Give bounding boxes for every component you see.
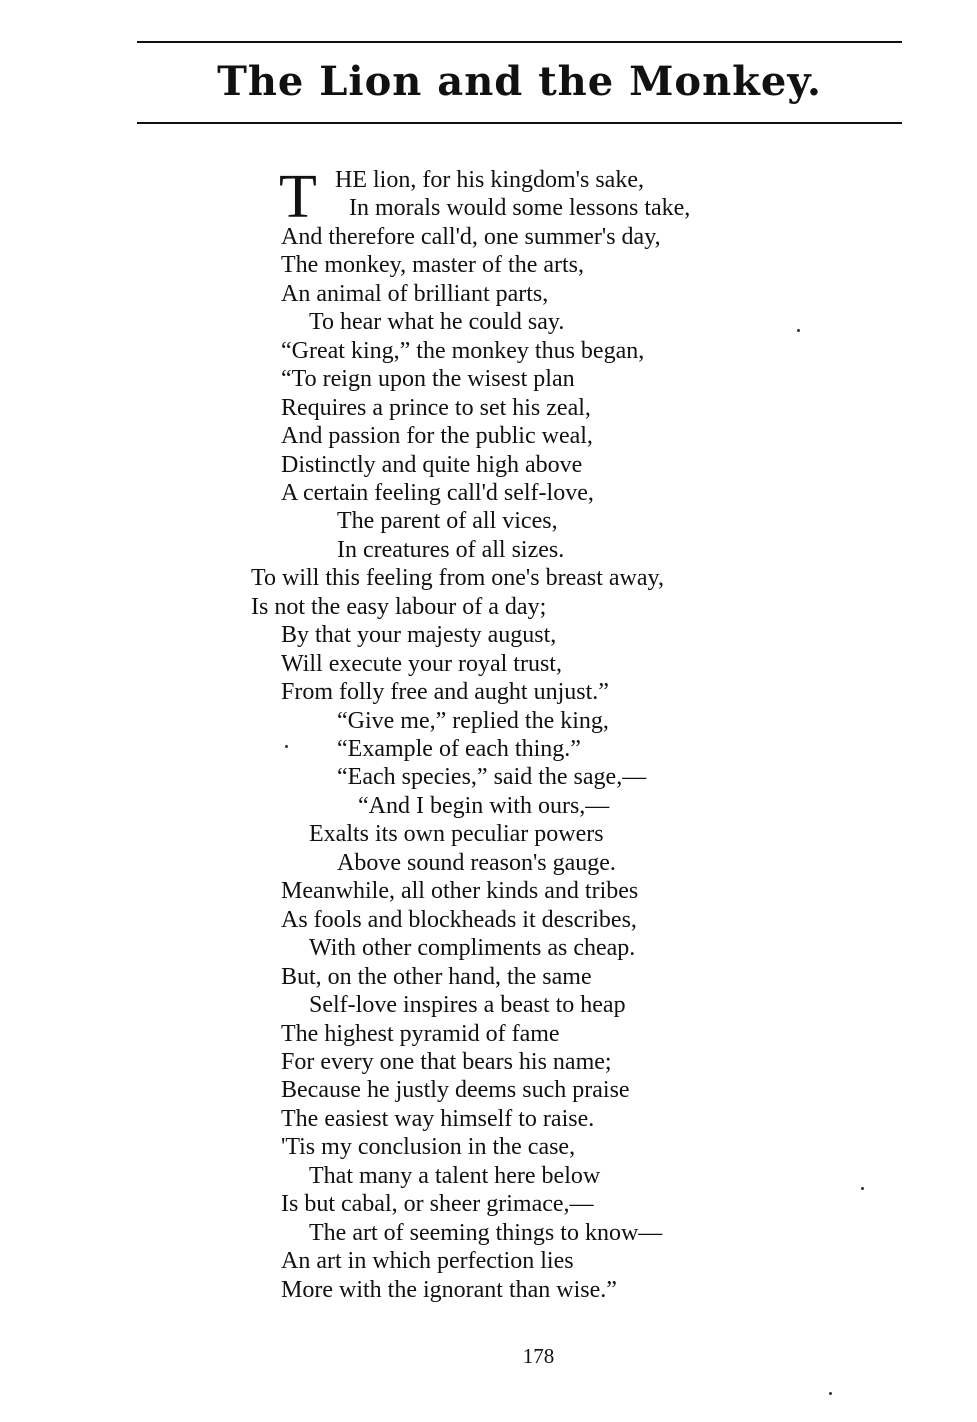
poem-line: “To reign upon the wisest plan [281, 366, 575, 392]
poem-line: “Example of each thing.” [337, 736, 581, 762]
page-number: 178 [522, 1344, 555, 1368]
poem-line: Is but cabal, or sheer grimace,— [281, 1191, 594, 1217]
poem-line: That many a talent here below [309, 1163, 601, 1189]
poem-line: Above sound reason's gauge. [337, 850, 616, 876]
poem-line: “And I begin with ours,— [358, 793, 610, 819]
drop-cap: T [279, 163, 317, 231]
poem-line: Exalts its own peculiar powers [309, 821, 604, 847]
poem-line: And therefore call'd, one summer's day, [281, 224, 661, 250]
poem-line: “Each species,” said the sage,— [337, 764, 647, 790]
poem-line: To will this feeling from one's breast away, [251, 565, 664, 591]
poem-line: In creatures of all sizes. [337, 537, 565, 563]
print-speck [285, 745, 288, 748]
poem-line: The monkey, master of the arts, [281, 252, 585, 278]
poem-line: Requires a prince to set his zeal, [281, 395, 591, 421]
poem-line: More with the ignorant than wise.” [281, 1277, 617, 1303]
poem-line: The highest pyramid of fame [281, 1021, 560, 1047]
poem-line: In morals would some lessons take, [349, 195, 691, 221]
poem-line: Will execute your royal trust, [281, 651, 562, 677]
poem-line: “Great king,” the monkey thus began, [281, 338, 645, 364]
poem-line: 'Tis my conclusion in the case, [281, 1134, 576, 1160]
poem-line: Because he justly deems such praise [281, 1077, 630, 1103]
poem-line: HE lion, for his kingdom's sake, [335, 167, 644, 193]
top-rule [137, 41, 902, 43]
poem-line: And passion for the public weal, [281, 423, 593, 449]
print-speck [797, 329, 800, 332]
bottom-rule [137, 122, 902, 124]
print-speck [829, 1392, 832, 1395]
poem-line: Self-love inspires a beast to heap [309, 992, 626, 1018]
page-title: The Lion and the Monkey. [217, 58, 822, 105]
poem-line: Distinctly and quite high above [281, 452, 583, 478]
poem-line: An art in which perfection lies [281, 1248, 574, 1274]
poem-line: “Give me,” replied the king, [337, 708, 609, 734]
poem-line: Meanwhile, all other kinds and tribes [281, 878, 639, 904]
poem-line: A certain feeling call'd self-love, [281, 480, 594, 506]
poem-line: From folly free and aught unjust.” [281, 679, 609, 705]
poem-line: The art of seeming things to know— [309, 1220, 663, 1246]
poem-line: To hear what he could say. [309, 309, 565, 335]
poem-line: With other compliments as cheap. [309, 935, 636, 961]
poem-line: As fools and blockheads it describes, [281, 907, 637, 933]
poem-line: For every one that bears his name; [281, 1049, 612, 1075]
poem-line: Is not the easy labour of a day; [251, 594, 547, 620]
poem-line: The easiest way himself to raise. [281, 1106, 595, 1132]
poem-line: An animal of brilliant parts, [281, 281, 549, 307]
print-speck [861, 1187, 864, 1190]
poem-line: By that your majesty august, [281, 622, 557, 648]
poem-line: But, on the other hand, the same [281, 964, 592, 990]
poem-line: The parent of all vices, [337, 508, 558, 534]
